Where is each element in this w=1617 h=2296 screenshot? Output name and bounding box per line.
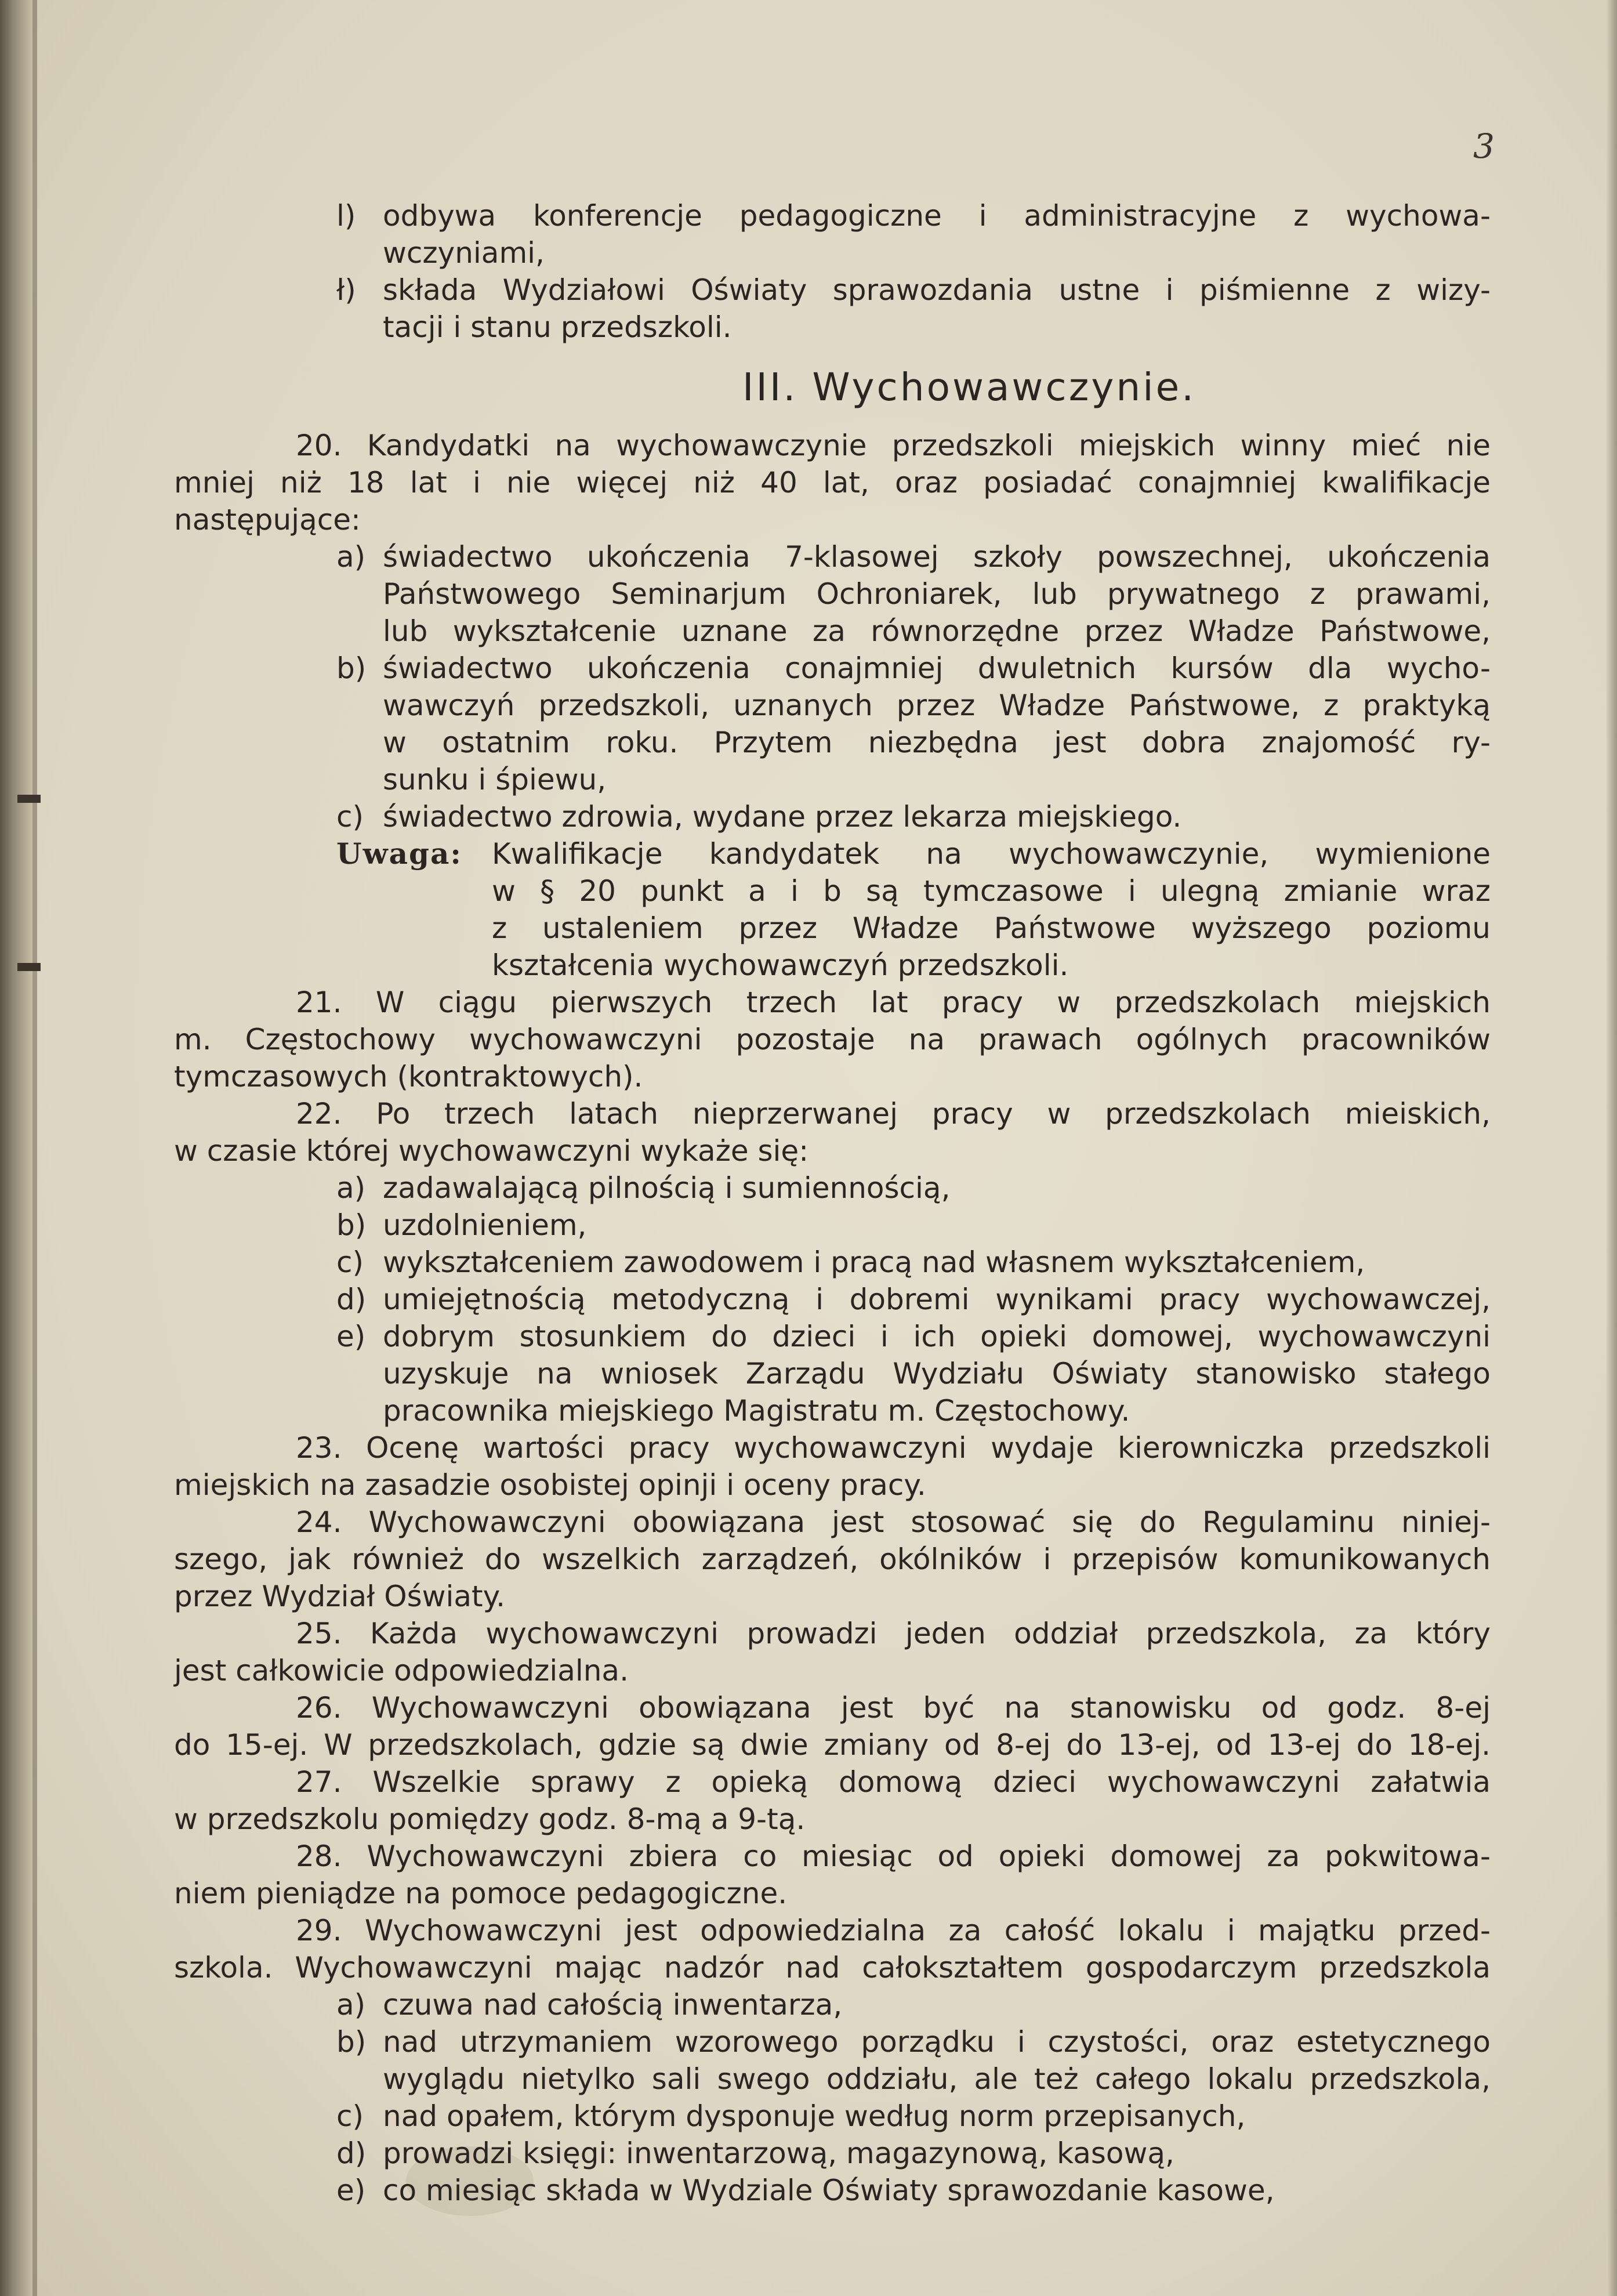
page-edge [1607, 0, 1617, 2296]
paragraph-text: 29. Wychowawczyni jest odpowiedzialna za całość lokalu i majątku przed- [296, 1914, 1491, 1947]
list-item-continuation [174, 687, 1491, 724]
list-item [174, 650, 1491, 687]
item-label: c) [336, 800, 364, 834]
section-heading: III. Wychowawczynie. [742, 365, 1197, 410]
paragraph-line [174, 1095, 1491, 1132]
paragraph-text: 21. W ciągu pierwszych trzech lat pracy w przedszkolach miejskich [296, 986, 1491, 1019]
paragraph-line [174, 1652, 1491, 1689]
paragraph-line [174, 427, 1491, 464]
item-text: świadectwo zdrowia, wydane przez lekarza miejskiego. [383, 800, 1182, 834]
page-fold [32, 0, 37, 2296]
list-item-continuation [174, 309, 1491, 346]
paragraph-line [174, 1058, 1491, 1095]
paragraph-text: 23. Ocenę wartości pracy wychowawczyni wydaje kierowniczka przedszkoli [296, 1431, 1491, 1465]
page-number: 3 [1473, 126, 1495, 166]
note-line [174, 910, 1491, 947]
list-item [174, 1169, 1491, 1207]
item-text: dobrym stosunkiem do dzieci i ich opieki domowej, wychowawczyni [383, 1320, 1491, 1353]
item-text: sunku i śpiewu, [383, 763, 607, 796]
item-label: l) [336, 199, 356, 233]
list-item [174, 2172, 1491, 2209]
binding-pin [17, 963, 41, 971]
paragraph-line [174, 1504, 1491, 1541]
binding-pin [17, 795, 41, 803]
item-label: c) [336, 1245, 364, 1279]
paragraph-line [174, 1801, 1491, 1838]
item-label: a) [336, 1171, 366, 1205]
book-spine [0, 0, 32, 2296]
item-text: świadectwo ukończenia 7-klasowej szkoły powszechnej, ukończenia [383, 540, 1491, 574]
paragraph-text: miejskich na zasadzie osobistej opinji i oceny pracy. [174, 1468, 926, 1502]
paragraph-line [174, 464, 1491, 501]
list-item-continuation [174, 575, 1491, 613]
item-text: wawczyń przedszkoli, uznanych przez Władze Państwowe, z praktyką [383, 689, 1491, 722]
paragraph-text: szkola. Wychowawczyni mając nadzór nad całokształtem gospodarczym przedszkola [174, 1951, 1491, 1984]
item-text: lub wykształcenie uznane za równorzędne przez Władze Państwowe, [383, 614, 1491, 648]
list-item [174, 1207, 1491, 1244]
paragraph-text: mniej niż 18 lat i nie więcej niż 40 lat, oraz posiadać conajmniej kwalifikacje [174, 466, 1491, 499]
item-text: nad utrzymaniem wzorowego porządku i czystości, oraz estetycznego [383, 2025, 1491, 2059]
paragraph-line [174, 1132, 1491, 1169]
note-label: Uwaga: [336, 836, 462, 871]
item-label: b) [336, 1208, 367, 1242]
note-text: kształcenia wychowawczyń przedszkoli. [492, 948, 1069, 982]
item-label: d) [336, 2136, 367, 2170]
note-line [174, 947, 1491, 984]
item-text: umiejętnością metodyczną i dobremi wynikami pracy wychowawczej, [383, 1283, 1491, 1316]
paragraph-line [174, 1466, 1491, 1504]
paragraph-line [174, 1689, 1491, 1726]
paragraph-text: 26. Wychowawczyni obowiązana jest być na stanowisku od godz. 8-ej [296, 1691, 1491, 1725]
list-item [174, 798, 1491, 835]
list-item-continuation [174, 2060, 1491, 2098]
item-text: Państwowego Seminarjum Ochroniarek, lub prywatnego z prawami, [383, 577, 1491, 611]
list-item [174, 538, 1491, 575]
item-label: e) [336, 2174, 366, 2207]
paragraph-line [174, 984, 1491, 1021]
item-text: czuwa nad całością inwentarza, [383, 1988, 843, 2022]
paragraph-text: 20. Kandydatki na wychowawczynie przedszkoli miejskich winny mieć nie [296, 429, 1491, 462]
paragraph-line [174, 1763, 1491, 1801]
note-text: z ustaleniem przez Władze Państwowe wyższego poziomu [492, 911, 1491, 945]
note-text: Kwalifikacje kandydatek na wychowawczynie, wymienione [492, 837, 1491, 871]
item-text: pracownika miejskiego Magistratu m. Częstochowy. [383, 1394, 1130, 1428]
paragraph-text: jest całkowicie odpowiedzialna. [174, 1654, 629, 1687]
paragraph-text: 28. Wychowawczyni zbiera co miesiąc od opieki domowej za pokwitowa- [296, 1839, 1491, 1873]
paragraph-text: następujące: [174, 503, 361, 537]
paragraph-line [174, 501, 1491, 538]
list-item-continuation [174, 1355, 1491, 1392]
item-text: prowadzi księgi: inwentarzową, magazynową, kasową, [383, 2136, 1174, 2170]
paragraph-text: 27. Wszelkie sprawy z opieką domową dzieci wychowawczyni załatwia [296, 1765, 1491, 1799]
item-text: zadawalającą pilnością i sumiennością, [383, 1171, 951, 1205]
list-item [174, 1244, 1491, 1281]
paragraph-text: w przedszkolu pomiędzy godz. 8-mą a 9-tą. [174, 1802, 806, 1836]
item-text: wyglądu nietylko sali swego oddziału, ale też całego lokalu przedszkola, [383, 2062, 1491, 2096]
paragraph-line [174, 1875, 1491, 1912]
paragraph-text: w czasie której wychowawczyni wykaże się: [174, 1134, 809, 1168]
paragraph-line [174, 1726, 1491, 1763]
item-label: a) [336, 540, 366, 574]
list-item [174, 1281, 1491, 1318]
item-label: d) [336, 1283, 367, 1316]
paragraph-text: 22. Po trzech latach nieprzerwanej pracy w przedszkolach mieiskich, [296, 1097, 1491, 1131]
list-item [174, 2098, 1491, 2135]
item-text: wykształceniem zawodowem i pracą nad własnem wykształceniem, [383, 1245, 1365, 1279]
item-text: co miesiąc składa w Wydziale Oświaty sprawozdanie kasowe, [383, 2174, 1275, 2207]
paragraph-line [174, 1429, 1491, 1466]
item-text: nad opałem, którym dysponuje według norm przepisanych, [383, 2099, 1246, 2133]
list-item-continuation [174, 724, 1491, 761]
list-item [174, 1318, 1491, 1355]
paragraph-line [174, 1949, 1491, 1986]
note-line [174, 835, 1491, 872]
item-label: c) [336, 2099, 364, 2133]
item-text: składa Wydziałowi Oświaty sprawozdania ustne i piśmienne z wizy- [383, 273, 1491, 307]
paragraph-line [174, 1541, 1491, 1578]
paragraph-text: 24. Wychowawczyni obowiązana jest stosować się do Regulaminu niniej- [296, 1505, 1491, 1539]
list-item-continuation [174, 761, 1491, 798]
item-label: e) [336, 1320, 366, 1353]
item-text: odbywa konferencje pedagogiczne i administracyjne z wychowa- [383, 199, 1491, 233]
note-text: w § 20 punkt a i b są tymczasowe i ulegną zmianie wraz [492, 874, 1491, 908]
list-item-continuation [174, 1392, 1491, 1429]
list-item [174, 1986, 1491, 2023]
paragraph-text: szego, jak również do wszelkich zarządzeń, okólników i przepisów komunikowanych [174, 1542, 1491, 1576]
paragraph-line [174, 1838, 1491, 1875]
item-label: a) [336, 1988, 366, 2022]
item-text: uzyskuje na wniosek Zarządu Wydziału Oświaty stanowisko stałego [383, 1357, 1491, 1390]
document-body [174, 197, 1491, 2209]
paragraph-line [174, 1912, 1491, 1949]
paragraph-line [174, 1021, 1491, 1058]
note-line [174, 872, 1491, 910]
paragraph-text: tymczasowych (kontraktowych). [174, 1060, 643, 1093]
list-item [174, 2135, 1491, 2172]
item-text: świadectwo ukończenia conajmniej dwuletnich kursów dla wycho- [383, 651, 1491, 685]
item-text: w ostatnim roku. Przytem niezbędna jest dobra znajomość ry- [383, 726, 1491, 759]
item-text: uzdolnieniem, [383, 1208, 587, 1242]
heading-row [174, 346, 1491, 427]
item-label: b) [336, 2025, 367, 2059]
paragraph-text: przez Wydział Oświaty. [174, 1580, 505, 1613]
paragraph-text: do 15-ej. W przedszkolach, gdzie są dwie zmiany od 8-ej do 13-ej, od 13-ej do 18-ej. [174, 1728, 1491, 1762]
paragraph-line [174, 1578, 1491, 1615]
item-label: b) [336, 651, 367, 685]
item-text: wczyniami, [383, 236, 545, 270]
item-text: tacji i stanu przedszkoli. [383, 310, 732, 344]
list-item [174, 2023, 1491, 2060]
list-item-continuation [174, 613, 1491, 650]
paragraph-text: niem pieniądze na pomoce pedagogiczne. [174, 1877, 788, 1910]
list-item [174, 197, 1491, 234]
paragraph-text: m. Częstochowy wychowawczyni pozostaje na prawach ogólnych pracowników [174, 1023, 1491, 1056]
paragraph-text: 25. Każda wychowawczyni prowadzi jeden oddział przedszkola, za który [296, 1617, 1491, 1650]
list-item [174, 271, 1491, 309]
item-label: ł) [336, 273, 356, 307]
list-item-continuation [174, 234, 1491, 271]
paragraph-line [174, 1615, 1491, 1652]
